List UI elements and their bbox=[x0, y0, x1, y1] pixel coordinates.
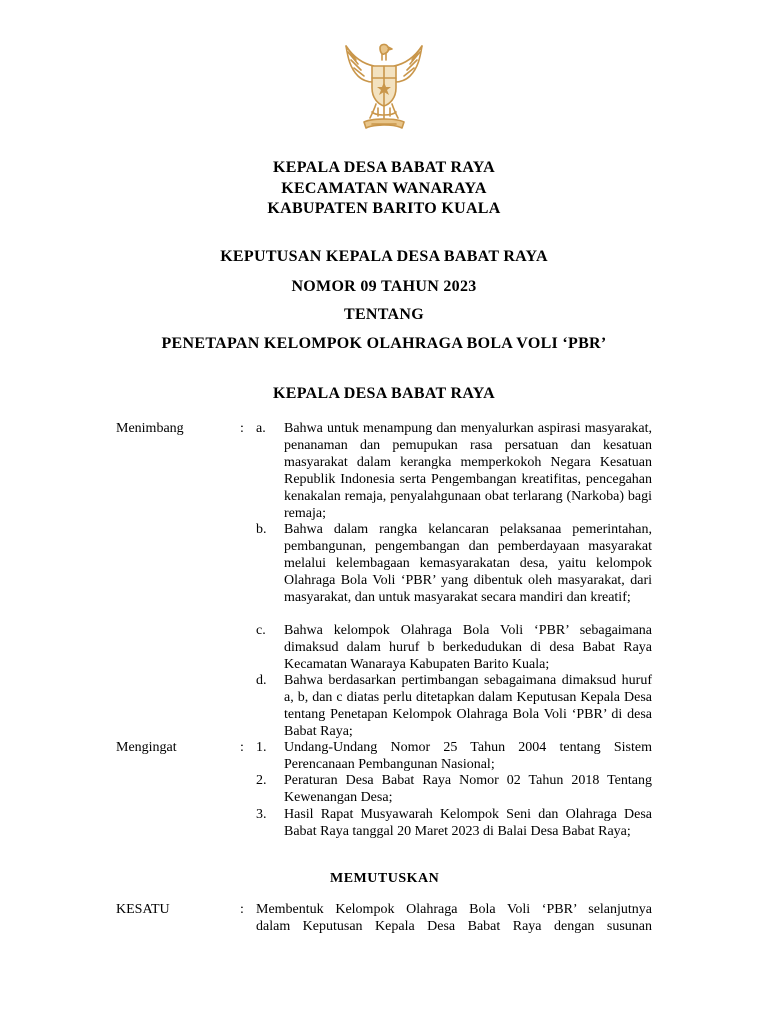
item-marker: c. bbox=[256, 623, 266, 638]
item-marker: a. bbox=[256, 421, 266, 436]
item-text: Bahwa untuk menampung dan menyalurkan aspirasi masyarakat, penanaman dan pemupukan rasa persatuan dan kesatuan masyarakat dalam kerangka memperkokoh Negara Kesatuan Republik Indonesia serta Pengembangan kreatifitas, pencegahan kenakalan remaja, penyalahgunaan obat terlarang (Narkoba) bagi remaja; bbox=[284, 421, 652, 521]
item-text: Bahwa berdasarkan pertimbangan sebagaimana dimaksud huruf a, b, dan c diatas perlu ditetapkan dalam Keputusan Kepala Desa tentang Penetapan Kelompok Olahraga Bola Voli ‘PBR’ di desa Babat Raya; bbox=[284, 673, 652, 739]
item-marker: 3. bbox=[256, 807, 267, 822]
item-marker: 2. bbox=[256, 773, 267, 788]
kesatu-text-line-2: dalam Keputusan Kepala Desa Babat Raya dengan susunan bbox=[256, 919, 652, 934]
item-text: Hasil Rapat Musyawarah Kelompok Seni dan Olahraga Desa Babat Raya tanggal 20 Maret 2023 di Balai Desa Babat Raya; bbox=[284, 807, 652, 839]
item-marker: d. bbox=[256, 673, 267, 688]
kesatu-text-line-1: Membentuk Kelompok Olahraga Bola Voli ‘PBR’ selanjutnya bbox=[256, 902, 652, 917]
kesatu-colon: : bbox=[240, 902, 244, 917]
mengingat-label: Mengingat bbox=[116, 740, 177, 755]
item-text: Peraturan Desa Babat Raya Nomor 02 Tahun 2018 Tentang Kewenangan Desa; bbox=[284, 773, 652, 805]
mengingat-section bbox=[116, 739, 652, 859]
item-marker: b. bbox=[256, 522, 267, 537]
header-line-1: KEPALA DESA BABAT RAYA bbox=[273, 159, 495, 176]
mengingat-colon: : bbox=[240, 740, 244, 755]
menimbang-label: Menimbang bbox=[116, 421, 184, 436]
header-line-2: KECAMATAN WANARAYA bbox=[281, 180, 487, 197]
garuda-emblem-icon bbox=[336, 38, 432, 134]
decree-subject: PENETAPAN KELOMPOK OLAHRAGA BOLA VOLI ‘PBR’ bbox=[161, 335, 607, 352]
item-text: Bahwa kelompok Olahraga Bola Voli ‘PBR’ sebagaimana dimaksud dalam huruf b berkedudukan di desa Babat Raya Kecamatan Wanaraya Kabupaten Barito Kuala; bbox=[284, 623, 652, 672]
kesatu-label: KESATU bbox=[116, 902, 170, 917]
decree-about: TENTANG bbox=[343, 306, 425, 323]
item-text: Bahwa dalam rangka kelancaran pelaksanaa pemerintahan, pembangunan, pengembangan dan pemberdayaan masyarakat melalui kelembagaan kemasyarakatan desa, yaitu kelompok Olahraga Bola Voli ‘PBR’ yang dibentuk oleh masyarakat, dari masyarakat, dan untuk masyarakat secara mandiri dan kreatif; bbox=[284, 522, 652, 605]
memutuskan-heading: MEMUTUSKAN bbox=[330, 871, 440, 886]
decree-title: KEPUTUSAN KEPALA DESA BABAT RAYA bbox=[220, 248, 548, 265]
menimbang-section bbox=[116, 420, 652, 740]
item-text: Undang-Undang Nomor 25 Tahun 2004 tentang Sistem Perencanaan Pembangunan Nasional; bbox=[284, 740, 652, 772]
decree-issuer: KEPALA DESA BABAT RAYA bbox=[273, 385, 495, 402]
decree-number: NOMOR 09 TAHUN 2023 bbox=[291, 278, 477, 295]
header-line-3: KABUPATEN BARITO KUALA bbox=[267, 200, 501, 217]
item-marker: 1. bbox=[256, 740, 267, 755]
menimbang-colon: : bbox=[240, 421, 244, 436]
